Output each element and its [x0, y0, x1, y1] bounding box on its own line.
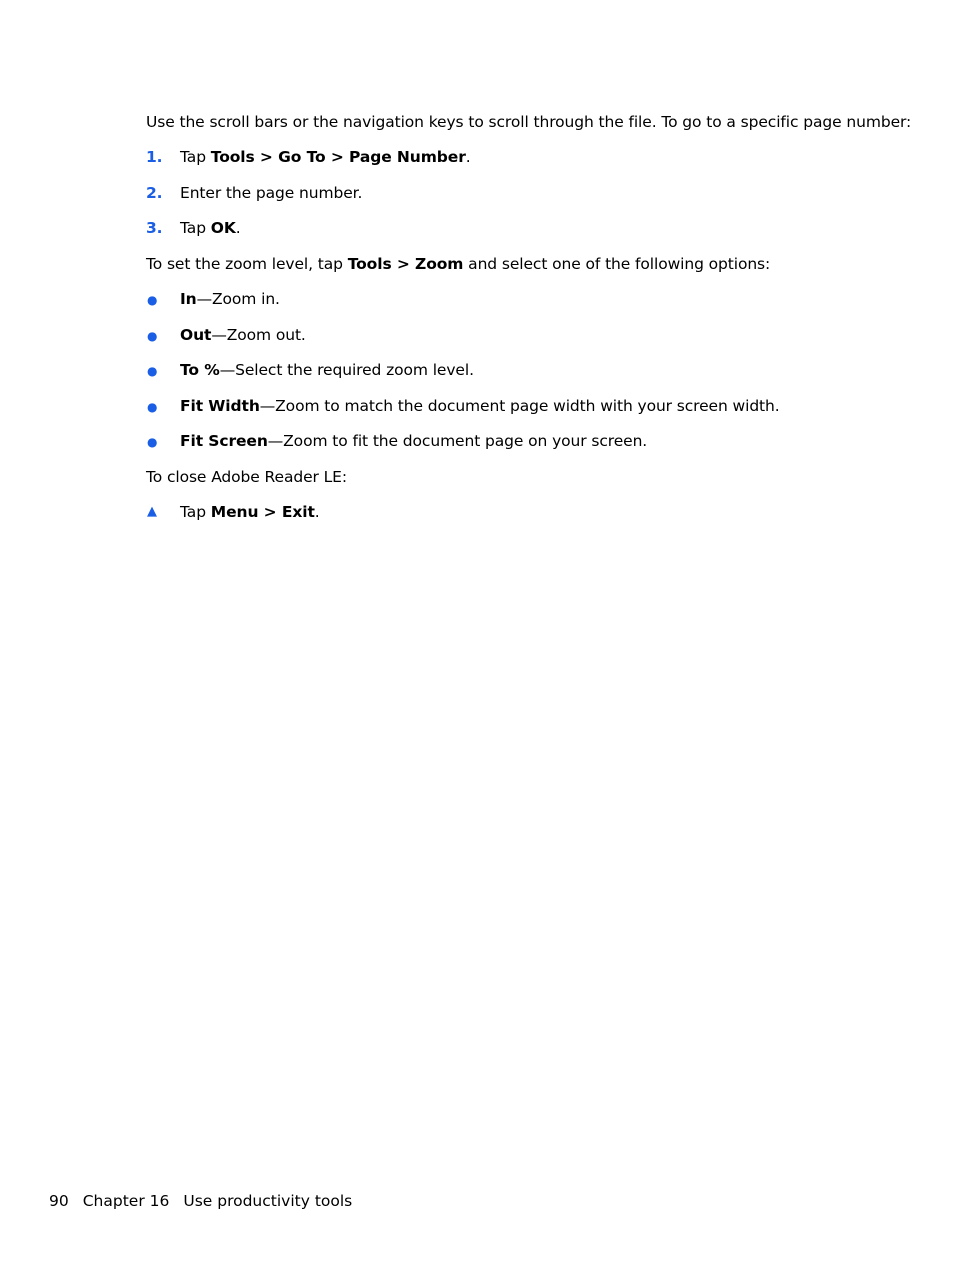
bullet-icon: ●	[147, 364, 158, 378]
step-text: Tap Menu > Exit.	[180, 503, 320, 521]
close-intro-paragraph: To close Adobe Reader LE:	[146, 468, 347, 486]
option-text: Out—Zoom out.	[180, 326, 306, 344]
step-text: Tap OK.	[180, 219, 241, 237]
ui-path: Menu > Exit	[210, 503, 315, 521]
page-footer	[49, 1191, 366, 1211]
chapter-title: Use productivity tools	[183, 1192, 353, 1210]
intro-paragraph: Use the scroll bars or the navigation keys to scroll through the file. To go to a specific page number:	[146, 113, 912, 131]
chapter-label: Chapter 16	[82, 1192, 170, 1210]
option-name: In	[180, 290, 197, 308]
option-text: Fit Width—Zoom to match the document page width with your screen width.	[180, 397, 780, 415]
option-text: To %—Select the required zoom level.	[180, 361, 474, 379]
page-number: 90	[49, 1192, 69, 1210]
bullet-icon: ●	[147, 293, 158, 307]
step-text: Enter the page number.	[180, 184, 363, 202]
ui-path: OK	[210, 219, 236, 237]
option-name: Fit Width	[180, 397, 260, 415]
step-text: Tap Tools > Go To > Page Number.	[180, 148, 471, 166]
step-number: 2.	[146, 184, 163, 202]
ui-path: Tools > Go To > Page Number	[210, 148, 466, 166]
option-name: Fit Screen	[180, 432, 268, 450]
step-number: 3.	[146, 219, 163, 237]
step-number: 1.	[146, 148, 163, 166]
bullet-icon: ●	[147, 329, 158, 343]
bullet-icon: ●	[147, 435, 158, 449]
option-name: Out	[180, 326, 212, 344]
bullet-icon: ●	[147, 400, 158, 414]
option-name: To %	[180, 361, 220, 379]
triangle-icon: ▲	[147, 504, 157, 519]
option-text: Fit Screen—Zoom to fit the document page on your screen.	[180, 432, 648, 450]
ui-path: Tools > Zoom	[347, 255, 464, 273]
zoom-intro-paragraph: To set the zoom level, tap Tools > Zoom and select one of the following options:	[146, 255, 771, 273]
option-text: In—Zoom in.	[180, 290, 280, 308]
